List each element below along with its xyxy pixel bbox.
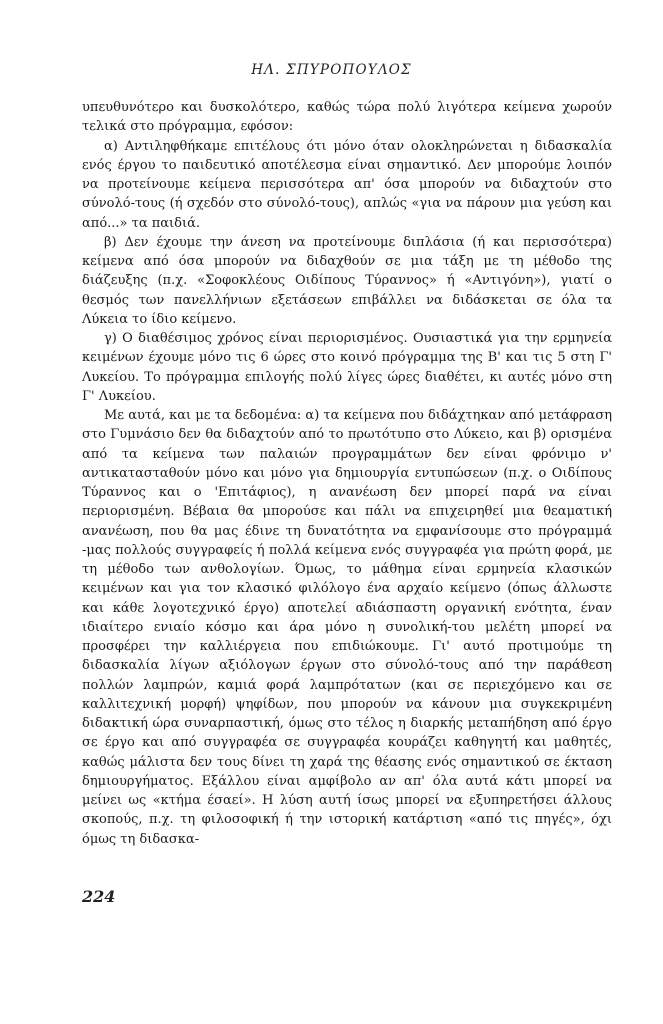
body-text	[82, 98, 612, 849]
running-header: ΗΛ. ΣΠΥΡΟΠΟΥΛΟΣ	[251, 62, 412, 78]
paragraph-point-a: α) Αντιληφθήκαμε επιτέλους ότι μόνο όταν ολοκληρώνεται η διδασκαλία ενός έργου το παιδευτικό αποτέλεσμα είναι σημαντικό. Δεν μπορούμε λοιπόν να προτείνουμε κείμενα περισσότερα απ' όσα μπορούν να διδαχτούν στο σύνολό-τους (ή σχεδόν στο σύνολό-τους), απλώς «για να πάρουν μια γεύση και από...» τα παιδιά.	[82, 138, 612, 231]
paragraph-point-c: γ) Ο διαθέσιμος χρόνος είναι περιορισμένος. Ουσιαστικά για την ερμηνεία κειμένων έχουμε μόνο τις 6 ώρες στο κοινό πρόγραμμα της Β' και τις 5 στη Γ' Λυκείου. Το πρόγραμμα επιλογής πολύ λίγες ώρες διαθέτει, κι αυτές μόνο στη Γ' Λυκείου.	[82, 331, 612, 404]
paragraph-point-b: β) Δεν έχουμε την άνεση να προτείνουμε διπλάσια (ή και περισσότερα) κείμενα από όσα μπορούν να διδαχθούν σε μια τάξη με τη μέθοδο της διάζευξης (π.χ. «Σοφοκλέους Οιδίπους Τύραννος» ή «Αντιγόνη»), γιατί ο θεσμός των πανελλήνιων εξετάσεων επιβάλλει να διδάσκεται σε όλα τα Λύκεια το ίδιο κείμενο.	[82, 234, 612, 327]
paragraph-continuation: υπευθυνότερο και δυσκολότερο, καθώς τώρα πολύ λιγότερα κείμενα χωρούν τελικά στο πρόγραμμα, εφόσον:	[82, 100, 612, 135]
page-number: 224	[82, 887, 116, 906]
paragraph-main: Με αυτά, και με τα δεδομένα: α) τα κείμενα που διδάχτηκαν από μετάφραση στο Γυμνάσιο δεν θα διδαχτούν από το πρωτότυπο στο Λύκειο, και β) ορισμένα από τα κείμενα των παλαιών προγραμμάτων δεν είναι φρόνιμο ν' αντικατασταθούν μόνο και μόνο για δημιουργία εντυπώσεων (π.χ. ο Οιδίπους Τύραννος και ο 'Επιτάφιος), η ανανέωση δεν μπορεί παρά να είναι περιορισμένη. Βέβαια θα μπορούσε και πάλι να επιχειρηθεί μια θεαματική ανανέωση, που θα μας έδινε τη δυνατότητα να εμφανίσουμε στο πρόγραμμά -μας πολλούς συγγραφείς ή πολλά κείμενα ενός συγγραφέα για πρώτη φορά, με τη μέθοδο των ανθολογίων. Όμως, το μάθημα είναι ερμηνεία κλασικών κειμένων και για τον κλασικό φιλόλογο ένα αρχαίο κείμενο (όπως άλλωστε και κάθε λογοτεχνικό έργο) αποτελεί αδιάσπαστη οργανική ενότητα, έναν ιδιαίτερο ενιαίο κόσμο και άρα μόνο η συνολική-του μελέτη μπορεί να προσφέρει την καλλιέργεια που επιδιώκουμε. Γι' αυτό προτιμούμε τη διδασκαλία λίγων αξιόλογων έργων στο σύνολό-τους από την παράθεση πολλών λαμπρών, καμιά φορά λαμπρότατων (και σε περιεχόμενο και σε καλλιτεχνική μορφή) ψηφίδων, που μπορούν να κάνουν μια συγκεκριμένη διδακτική ώρα συναρπαστική, όμως στο τέλος η διαρκής μεταπήδηση από έργο σε έργο και από συγγραφέα σε συγγραφέα κουράζει καθηγητή και μαθητές, καθώς μάλιστα δεν τους δίνει τη χαρά της θέασης ενός σημαντικού σε έκταση δημιουργήματος. Εξάλλου είναι αμφίβολο αν απ' όλα αυτά κάτι μπορεί να μείνει ως «κτήμα έσαεί». Η λύση αυτή ίσως μπορεί να εξυπηρετήσει άλλους σκοπούς, π.χ. τη φιλοσοφική ή την ιστορική κατάρτιση «από τις πηγές», όχι όμως τη διδασκα-	[82, 408, 612, 847]
